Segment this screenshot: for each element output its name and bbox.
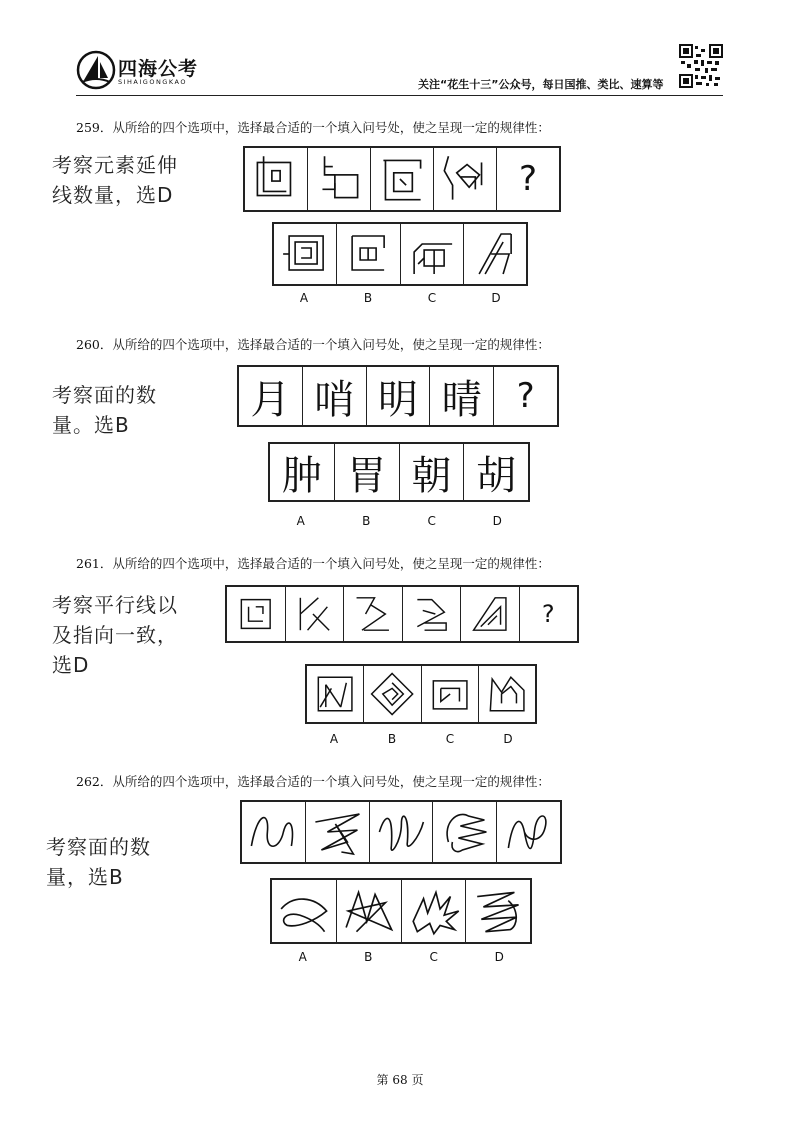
q259-question-cell — [496, 148, 559, 210]
option-label: B — [363, 291, 373, 305]
q262-figure-5 — [496, 802, 560, 862]
question-262-option-labels — [270, 950, 532, 964]
question-mark: ? — [518, 159, 538, 199]
question-259-option-labels — [272, 291, 528, 305]
q261-figure-4 — [402, 587, 461, 641]
q259-figure-3 — [370, 148, 433, 210]
q259-figure-4 — [433, 148, 496, 210]
option-label: B — [387, 732, 397, 746]
q262-option-c-figure[interactable] — [401, 880, 466, 942]
q259-figure-2 — [307, 148, 370, 210]
option-label: D — [503, 732, 513, 746]
q262-figure-1 — [242, 802, 305, 862]
q259-option-d-figure[interactable] — [463, 224, 526, 284]
question-260-options — [268, 442, 530, 502]
q259-figure-1 — [245, 148, 307, 210]
option-label: C — [445, 732, 455, 746]
q262-option-d-figure[interactable] — [465, 880, 530, 942]
option-label: A — [329, 732, 339, 746]
qr-code-icon — [679, 44, 723, 88]
q262-figure-2 — [305, 802, 369, 862]
q261-option-c-figure[interactable] — [421, 666, 478, 722]
question-261-sequence — [225, 585, 579, 643]
q260-option-c[interactable]: 朝 — [399, 444, 464, 500]
option-label: D — [494, 950, 504, 964]
q261-option-d-figure[interactable] — [478, 666, 535, 722]
question-261-option-labels — [305, 732, 537, 746]
q261-figure-5 — [460, 587, 519, 641]
question-261-title: 261．从所给的四个选项中，选择最合适的一个填入问号处，使之呈现一定的规律性： — [76, 556, 550, 571]
question-260-option-labels — [268, 514, 530, 528]
option-label: C — [427, 514, 436, 528]
option-label: C — [427, 291, 437, 305]
q262-figure-4 — [432, 802, 496, 862]
option-label: A — [296, 514, 305, 528]
option-label: A — [299, 291, 309, 305]
option-label: A — [298, 950, 307, 964]
question-260-title: 260．从所给的四个选项中，选择最合适的一个填入问号处，使之呈现一定的规律性： — [76, 337, 550, 352]
logo-mark-icon — [76, 50, 116, 90]
question-261-note: 考察平行线以 及指向一致， 选D — [52, 593, 178, 677]
question-259-options — [272, 222, 528, 286]
q260-char-4: 晴 — [429, 367, 493, 425]
option-label: B — [364, 950, 373, 964]
q261-question-cell — [519, 587, 578, 641]
logo-name: 四海公考 — [118, 58, 199, 80]
question-262-options — [270, 878, 532, 944]
logo-subtitle: SIHAIGONGKAO — [118, 78, 187, 86]
q260-char-2: 哨 — [302, 367, 366, 425]
option-label: D — [492, 514, 502, 528]
header-note: 关注“花生十三”公众号，每日国推、类比、速算等 — [418, 78, 664, 91]
question-260-sequence — [237, 365, 559, 427]
q259-option-c-figure[interactable] — [400, 224, 463, 284]
question-mark: ? — [541, 600, 555, 628]
q260-option-d[interactable]: 胡 — [463, 444, 528, 500]
q259-option-b-figure[interactable] — [336, 224, 399, 284]
q261-option-b-figure[interactable] — [363, 666, 420, 722]
question-262-title: 262．从所给的四个选项中，选择最合适的一个填入问号处，使之呈现一定的规律性： — [76, 774, 550, 789]
header-divider — [76, 95, 723, 96]
q262-figure-3 — [369, 802, 433, 862]
q260-option-b[interactable]: 胃 — [334, 444, 399, 500]
question-260-note: 考察面的数 量。选B — [52, 383, 157, 437]
q260-char-1: 月 — [250, 376, 291, 423]
q259-option-a-figure[interactable] — [274, 224, 336, 284]
option-label: C — [429, 950, 438, 964]
q261-figure-2 — [285, 587, 344, 641]
option-label: B — [362, 514, 371, 528]
option-label: D — [491, 291, 501, 305]
question-259-sequence — [243, 146, 561, 212]
q261-figure-3 — [343, 587, 402, 641]
q262-option-b-figure[interactable] — [336, 880, 401, 942]
q261-figure-1 — [227, 587, 285, 641]
q260-option-a[interactable]: 肿 — [281, 452, 322, 499]
question-259-note: 考察元素延伸 线数量，选D — [52, 153, 178, 207]
q261-option-a-figure[interactable] — [307, 666, 363, 722]
q260-question-cell: ? — [493, 367, 557, 425]
q262-option-a-figure[interactable] — [272, 880, 336, 942]
q260-char-3: 明 — [366, 367, 430, 425]
question-262-sequence — [240, 800, 562, 864]
question-262-note: 考察面的数 量，选B — [46, 835, 151, 889]
question-259-title: 259．从所给的四个选项中，选择最合适的一个填入问号处，使之呈现一定的规律性： — [76, 120, 550, 135]
question-261-options — [305, 664, 537, 724]
page-number: 第 68 页 — [376, 1073, 424, 1087]
